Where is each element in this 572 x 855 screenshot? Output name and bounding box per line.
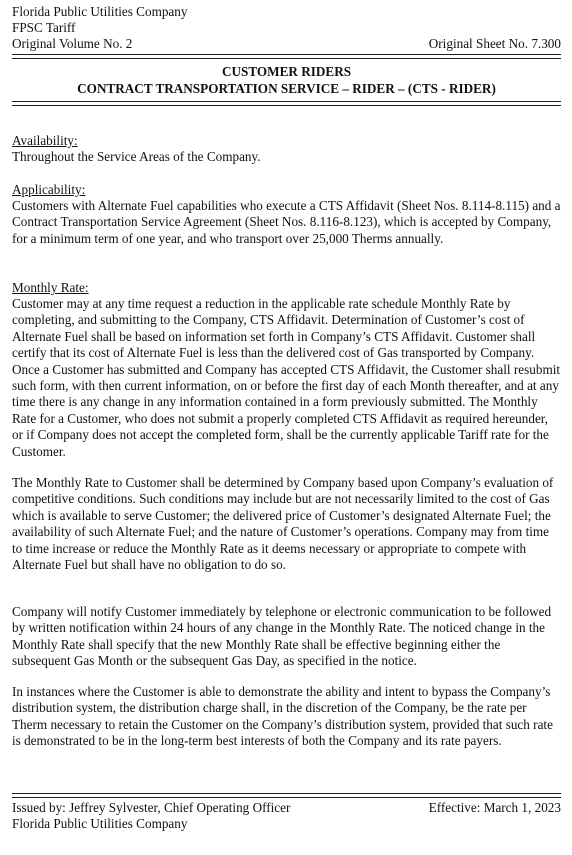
header-volume: Original Volume No. 2 bbox=[12, 36, 133, 51]
title-divider bbox=[12, 101, 561, 106]
monthly-rate-paragraph-2: The Monthly Rate to Customer shall be determined by Company based upon Company’s evaluation of competitive conditions. Such conditions may include but are not necessarily limited to the cost of Gas which is available to serve Customer; the delivered price of Customer’s designated Alternate Fuel; the availability of such Alternate Fuel; and the nature of Customer’s operations. Company may from time to time increase or reduce the Monthly Rate as it deems necessary or appropriate to compete with Alternate Fuel but shall have no obligation to do so. bbox=[12, 475, 554, 573]
monthly-rate-paragraph-3: Company will notify Customer immediately by telephone or electronic communication to be followed by written notification within 24 hours of any change in the Monthly Rate. The noticed change in the Monthly Rate shall specify that the new Monthly Rate shall be effective beginning either the subsequent Gas Month or the subsequent Gas Day, as specified in the notice. bbox=[12, 604, 552, 669]
footer-issued-by: Issued by: Jeffrey Sylvester, Chief Operating Officer bbox=[12, 800, 291, 815]
title-line-2: CONTRACT TRANSPORTATION SERVICE – RIDER – (CTS - RIDER) bbox=[77, 81, 496, 96]
applicability-heading: Applicability: bbox=[12, 182, 86, 197]
header-sheet-number: Original Sheet No. 7.300 bbox=[428, 36, 561, 51]
footer-effective-date: Effective: March 1, 2023 bbox=[428, 800, 561, 815]
monthly-rate-paragraph-4: In instances where the Customer is able to demonstrate the ability and intent to bypass the Company’s distribution system, the distribution charge shall, in the discretion of the Company, be the rate per Therm necessary to retain the Customer on the Company’s distribution system, provided that such rate is demonstrated to be in the long-term best interests of both the Company and its rate payers. bbox=[12, 684, 553, 749]
footer-divider bbox=[12, 793, 561, 798]
monthly-rate-paragraph-1: Customer may at any time request a reduction in the applicable rate schedule Monthly Rate by completing, and submitting to the Company, CTS Affidavit. Determination of Customer’s cost of Alternate Fuel shall be based on information set forth in Company’s CTS Affidavit. Customer shall certify that its cost of Alternate Fuel is less than the delivered cost of Gas transported by Company. Once a Customer has submitted and Company has accepted CTS Affidavit, the Customer shall resubmit such form, with then current information, on or before the first day of each Month thereafter, and at any time there is any change in any information contained in a form previously submitted. The Monthly Rate for a Customer, who does not submit a properly completed CTS Affidavit as required hereunder, or if Company does not accept the completed form, shall be the currently applicable Tariff rate for the Customer. bbox=[12, 296, 561, 459]
availability-text: Throughout the Service Areas of the Company. bbox=[12, 149, 261, 164]
header-divider bbox=[12, 54, 561, 59]
header-company: Florida Public Utilities Company bbox=[12, 4, 188, 19]
applicability-text: Customers with Alternate Fuel capabilities who execute a CTS Affidavit (Sheet Nos. 8.114-8.115) and a Contract Transportation Service Agreement (Sheet Nos. 8.116-8.123), which is accepted by Company, for a minimum term of one year, and who transport over 25,000 Therms annually. bbox=[12, 198, 561, 246]
monthly-rate-heading: Monthly Rate: bbox=[12, 280, 89, 295]
title-line-1: CUSTOMER RIDERS bbox=[221, 64, 352, 79]
footer-company: Florida Public Utilities Company bbox=[12, 816, 188, 831]
availability-heading: Availability: bbox=[12, 133, 78, 148]
header-tariff: FPSC Tariff bbox=[12, 20, 76, 35]
